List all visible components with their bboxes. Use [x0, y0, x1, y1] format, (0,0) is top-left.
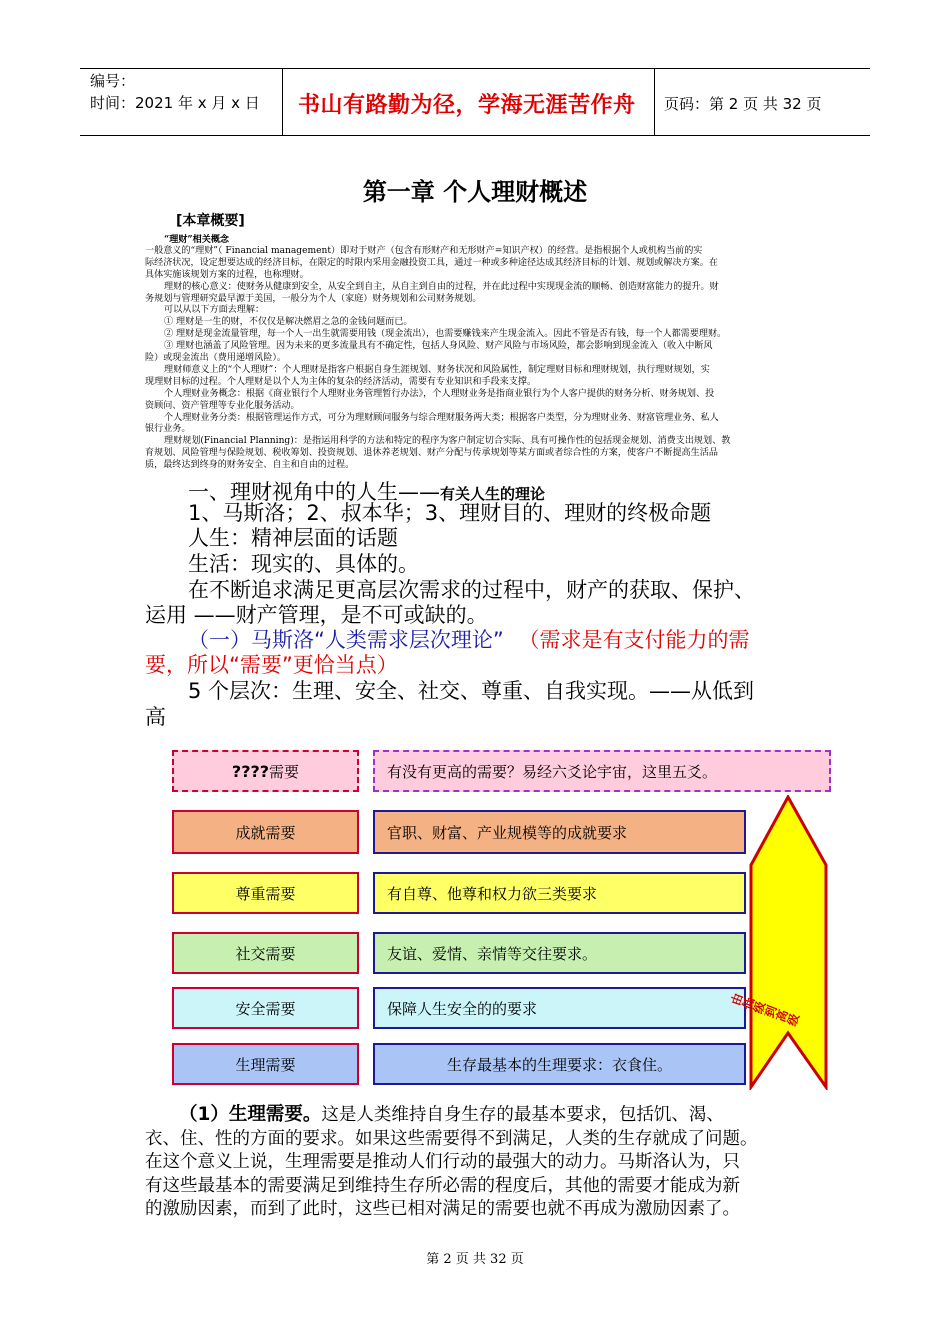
para-bold: （1）生理需要。	[179, 1104, 322, 1125]
need-level-box	[172, 810, 359, 854]
section-heading-sub: 有关人生的理论	[440, 485, 546, 503]
summary-line: 现理财目标的过程。个人理财是以个人为主体的复杂的经济活动，需要有专业知识和手段来支撑。	[145, 376, 537, 387]
section-line-1: 1、马斯洛；2、叔本华；3、理财目的、理财的终极命题	[188, 501, 712, 525]
summary-line: ① 理财是一生的财，不仅仅是解决燃眉之急的金钱问题而已。	[164, 317, 413, 328]
header-page-info: 页码：第 2 页 共 32 页	[664, 95, 822, 113]
page-footer: 第 2 页 共 32 页	[426, 1252, 524, 1267]
summary-line: 理财师意义上的“个人理财”：个人理财是指客户根据自身生涯规划、财务状况和风险属性，制定理财目标和理财规划，执行理财规划，实	[164, 364, 710, 375]
need-level-box	[172, 750, 359, 792]
header-left	[90, 70, 260, 114]
need-level-label: 生理需要	[235, 1055, 296, 1074]
need-description-box: 生存最基本的生理要求：衣食住。	[373, 1043, 746, 1085]
header-bottom-rule	[80, 135, 870, 136]
need-level-bold: ????	[231, 761, 270, 781]
header-divider-right	[654, 68, 655, 136]
need-description-box: 有没有更高的需要？易经六爻论宇宙，这里五爻。	[373, 750, 831, 792]
need-description-box: 有自尊、他尊和权力欲三类要求	[373, 872, 746, 914]
up-arrow-shape	[751, 797, 826, 1087]
summary-line: 资顾问、资产管理等专业化服务活动。	[145, 400, 300, 411]
need-level-label: 尊重需要	[235, 884, 296, 903]
summary-line: 个人理财业务分类：根据管理运作方式，可分为理财顾问服务与综合理财服务两大类；根据客户类型，分为理财业务、财富管理业务、私人	[164, 412, 719, 423]
header-divider-left	[282, 68, 283, 136]
para-line-3: 有这些最基本的需要满足到维持生存所必需的程度后，其他的需要才能成为新	[145, 1175, 740, 1196]
para-line-1: 衣、住、性的方面的要求。如果这些需要得不到满足，人类的生存就成了问题。	[145, 1128, 758, 1149]
physiological-paragraph	[145, 1103, 805, 1222]
summary-line: 育规划、风险管理与保险规划、税收筹划、投资规划、退休养老规划、财产分配与传承规划等某方面或者综合性的方案，使客户不断提高生活品	[145, 448, 718, 459]
need-level-label: 需要	[269, 762, 300, 781]
need-level-label: 社交需要	[235, 944, 296, 963]
subsection-red-a: （需求是有支付能力的需	[518, 628, 750, 652]
summary-line: 理财的核心意义：使财务从健康到安全，从安全到自主，从自主到自由的过程，并在此过程中实现现金流的顺畅、创造财富能力的提升。财	[164, 281, 719, 292]
need-level-label: 安全需要	[235, 999, 296, 1018]
up-arrow-graphic	[748, 795, 830, 1090]
need-level-box	[172, 1043, 359, 1085]
code-label: 编号：	[90, 72, 136, 90]
chapter-title: 第一章 个人理财概述	[362, 178, 588, 206]
arrow-text: 由低级到高级	[728, 990, 801, 1029]
need-description-box: 友谊、爱情、亲情等交往要求。	[373, 932, 746, 974]
summary-line: 理财规划(Financial Planning)：是指运用科学的方法和特定的程序为客户制定切合实际、具有可操作性的包括现金规划、消费支出规划、教	[164, 436, 731, 447]
section-heading-main: 一、理财视角中的人生——	[188, 480, 440, 504]
summary-line: ② 理财是现金流量管理，每一个人一出生就需要用钱（现金流出），也需要赚钱来产生现金流入。因此不管是否有钱，每一个人都需要理财。	[164, 329, 727, 340]
header-motto: 书山有路勤为径，学海无涯苦作舟	[298, 93, 636, 118]
summary-line: “理财”相关概念	[164, 234, 230, 245]
summary-line: 可以从以下方面去理解：	[164, 305, 265, 316]
subsection-heading	[188, 626, 749, 654]
need-level-box	[172, 932, 359, 974]
section-line-3: 生活：现实的、具体的。	[188, 552, 419, 576]
summary-line: 银行业务。	[145, 424, 191, 435]
summary-line: 际经济状况，设定想要达成的经济目标，在限定的时限内采用金融投资工具，通过一种或多种途径达成其经济目标的计划、规划或解决方案。在	[145, 257, 718, 268]
need-level-label: 成就需要	[235, 823, 296, 842]
header-top-rule	[80, 68, 870, 69]
date-label: 时间：2021 年 x 月 x 日	[90, 94, 260, 112]
subsection-red-b: 要，所以“需要”更恰当点）	[145, 653, 398, 677]
need-description-box: 保障人生安全的的要求	[373, 987, 746, 1029]
para-first-rest: 这是人类维持自身生存的最基本要求，包括饥、渴、	[321, 1105, 724, 1125]
para-line-0	[145, 1103, 805, 1128]
para-line-2: 在这个意义上说，生理需要是推动人们行动的最强大的动力。马斯洛认为，只	[145, 1152, 740, 1172]
section-line-4a: 在不断追求满足更高层次需求的过程中，财产的获取、保护、	[188, 578, 755, 602]
section-line-2: 人生：精神层面的话题	[188, 526, 398, 550]
summary-line: 质，最终达到终身的财务安全、自主和自由的过程。	[145, 460, 355, 471]
summary-line: ③ 理财也涵盖了风险管理。因为未来的更多流量具有不确定性，包括人身风险、财产风险与市场风险，都会影响到现金流入（收入中断风	[164, 341, 713, 352]
levels-line-b: 高	[145, 705, 166, 729]
need-level-box	[172, 987, 359, 1029]
levels-line-a: 5 个层次：生理、安全、社交、尊重、自我实现。——从低到	[188, 679, 755, 703]
subsection-blue: （一）马斯洛“人类需求层次理论”	[188, 628, 504, 652]
summary-heading: [本章概要]	[176, 213, 245, 229]
summary-line: 具体实施该规划方案的过程，也称理财。	[145, 269, 309, 280]
summary-line: 一般意义的“理财”（ Financial management）即对于财产（包含有形财产和无形财产=知识产权）的经营。是指根据个人或机构当前的实	[145, 245, 703, 256]
need-level-box	[172, 872, 359, 914]
summary-line: 险）或现金流出（费用递增风险）。	[145, 353, 286, 363]
para-line-4: 的激励因素，而到了此时，这些已相对满足的需要也就不再成为激励因素了。	[145, 1199, 740, 1219]
summary-line: 个人理财业务概念：根据《商业银行个人理财业务管理暂行办法》，个人理财业务是指商业银行为个人客户提供的财务分析、财务规划、投	[164, 388, 715, 399]
summary-line: 务规划与管理研究最早源于美国，一般分为个人（家庭）财务规划和公司财务规划。	[145, 293, 482, 304]
need-description-box: 官职、财富、产业规模等的成就要求	[373, 810, 746, 854]
section-line-4b: 运用 ——财产管理，是不可或缺的。	[145, 603, 488, 627]
